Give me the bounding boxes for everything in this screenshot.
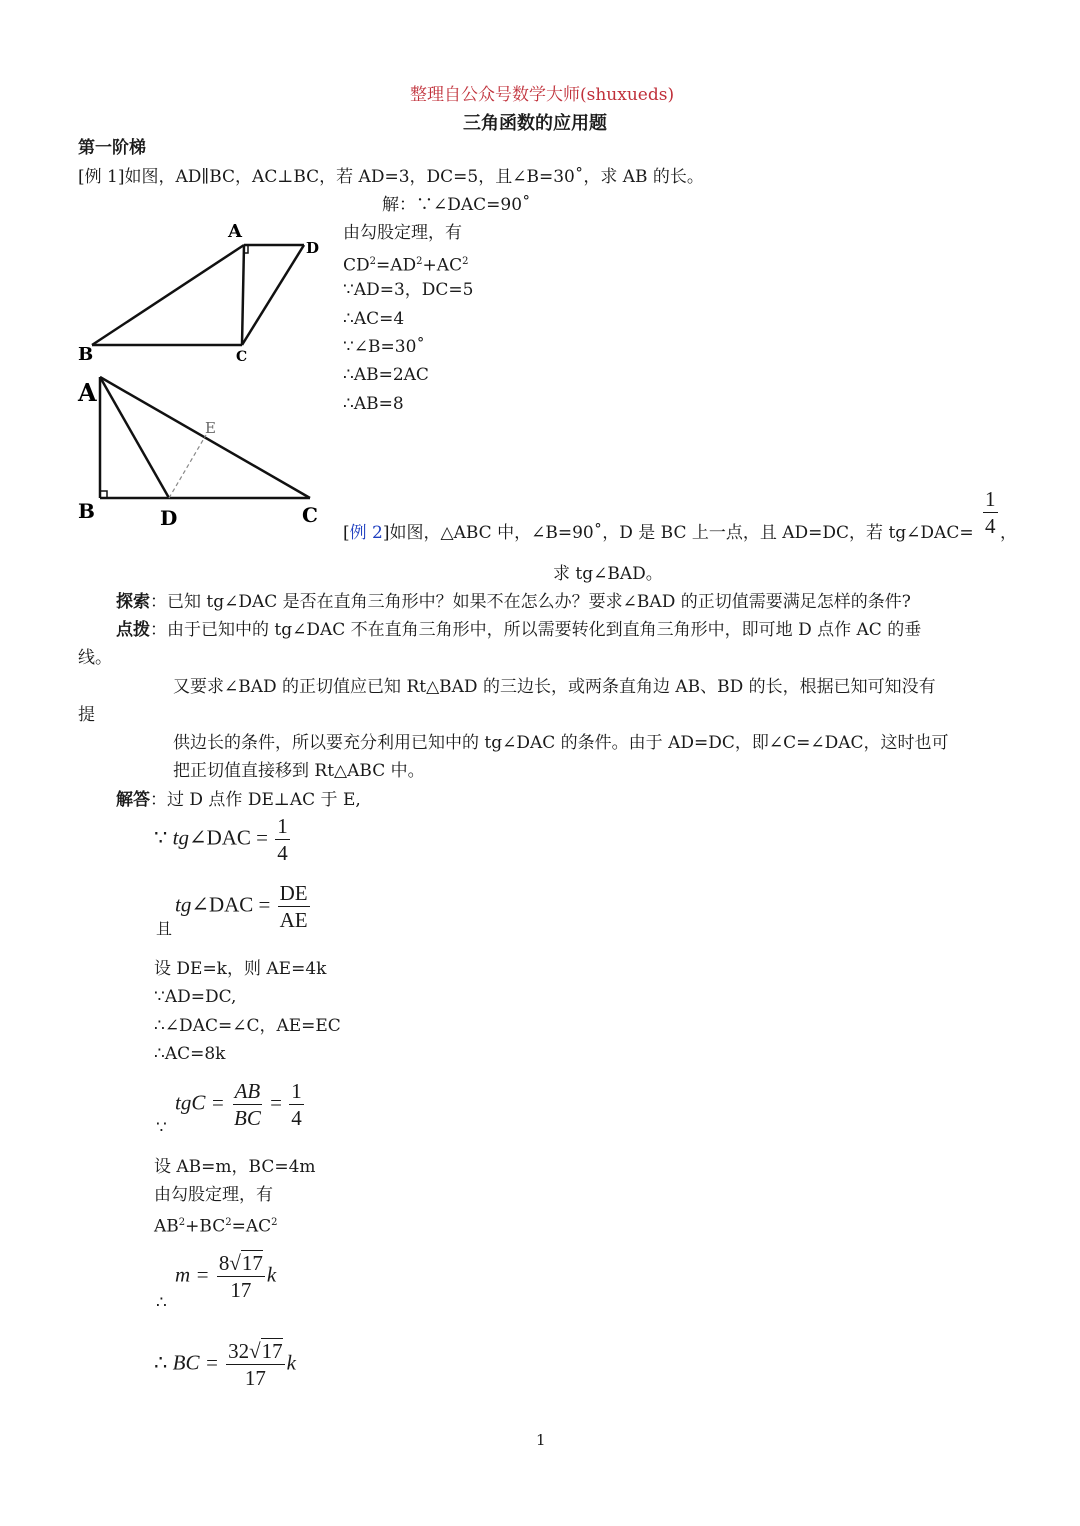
equation-tg-dac-ratio: tg∠DAC = $\frac{DE}{AE}$	[175, 881, 308, 932]
solution-line: ∴AC=4	[343, 309, 405, 329]
figure-trapezoid	[72, 215, 332, 365]
equation-m: m = $\frac{8√17}{17}$ k	[175, 1251, 277, 1302]
label-e: E	[205, 419, 216, 437]
example2-question: [例 2]如图，△ABC 中，∠B=90˚，D 是 BC 上一点，且 AD=DC，若 tg∠DAC=	[343, 523, 974, 543]
label-a: A	[228, 221, 242, 242]
and-label: 且	[156, 919, 173, 938]
step-line: $AB^2+BC^2=AC^2$	[154, 1216, 278, 1237]
watermark-text: 整理自公众号数学大师(shuxueds)	[410, 85, 675, 105]
step-line: ∵AD=DC,	[154, 987, 237, 1007]
example2-fraction: $\frac{1}{4}$	[985, 487, 996, 538]
solution-line: 由勾股定理，有	[343, 223, 462, 243]
page-title: 三角函数的应用题	[463, 113, 607, 134]
solution-line: ∵AD=3，DC=5	[343, 280, 474, 300]
para2-line1: 又要求∠BAD 的正切值应已知 Rt△BAD 的三边长，或两条直角边 AB、BD 的长，根据已知可知没有	[173, 677, 936, 697]
solution-line: ∵∠B=30˚	[343, 337, 425, 357]
example2-question-line2: 求 tg∠BAD。	[553, 564, 663, 584]
because-symbol: ∵	[156, 1118, 167, 1138]
step-line: 由勾股定理，有	[154, 1185, 273, 1205]
comma: ，	[1000, 523, 1017, 543]
solution-line: $CD^2=AD^2+AC^2$	[343, 255, 469, 276]
explore-paragraph: 探索：已知 tg∠DAC 是否在直角三角形中？如果不在怎么办？要求∠BAD 的正切值需要满足怎样的条件?	[116, 592, 911, 612]
edge-ab	[92, 245, 244, 345]
step-line: ∴AC=8k	[154, 1044, 226, 1064]
label-a: A	[78, 378, 97, 407]
label-c: C	[302, 503, 318, 527]
section-heading: 第一阶梯	[78, 138, 146, 158]
edge-ac	[242, 245, 244, 345]
hint-paragraph: 点拨：由于已知中的 tg∠DAC 不在直角三角形中，所以需要转化到直角三角形中，即可地 D 点作 AC 的垂	[116, 620, 922, 640]
label-c: C	[236, 349, 248, 365]
hint-label: 点拨	[116, 620, 150, 640]
equation-bc: ∴ BC = $\frac{32√17}{17}$ k	[154, 1339, 296, 1390]
step-line: ∴∠DAC=∠C，AE=EC	[154, 1016, 341, 1036]
label-b: B	[78, 344, 94, 365]
explore-label: 探索	[116, 592, 150, 612]
example2-label: 例 2	[349, 523, 383, 543]
example1-label: [例 1]	[78, 167, 125, 187]
example1-question: [例 1]如图，AD∥BC，AC⊥BC，若 AD=3，DC=5，且∠B=30˚，求 AB 的长。	[78, 167, 704, 187]
dashed-de	[169, 435, 206, 498]
solution-line: 解：∵∠DAC=90˚	[382, 195, 531, 215]
page-number: 1	[536, 1431, 546, 1449]
figure-triangle	[72, 365, 332, 535]
solution-line: ∴AB=2AC	[343, 365, 429, 385]
hint-wrap: 线。	[78, 648, 112, 668]
step-line: 设 AB=m，BC=4m	[154, 1157, 316, 1177]
answer-label: 解答	[116, 790, 150, 810]
para3-line1: 供边长的条件，所以要充分利用已知中的 tg∠DAC 的条件。由于 AD=DC，即∠C=∠DAC，这时也可	[173, 733, 949, 753]
step-line: 设 DE=k，则 AE=4k	[154, 959, 327, 979]
para2-wrap: 提	[78, 705, 95, 725]
label-d: D	[306, 239, 320, 257]
label-d: D	[160, 506, 178, 530]
edge-dc	[242, 245, 304, 345]
label-b: B	[78, 499, 95, 523]
equation-tgc: tgC = $\frac{AB}{BC}$ = $\frac{1}{4}$	[175, 1079, 302, 1130]
solution-line: ∴AB=8	[343, 394, 404, 414]
therefore-symbol: ∴	[156, 1293, 167, 1313]
para3-line2: 把正切值直接移到 Rt△ABC 中。	[173, 761, 425, 781]
answer-paragraph: 解答：过 D 点作 DE⊥AC 于 E,	[116, 790, 361, 810]
equation-tg-dac-quarter: ∵ tg∠DAC = $\frac{1}{4}$	[154, 814, 288, 865]
edge-ad	[100, 377, 169, 498]
